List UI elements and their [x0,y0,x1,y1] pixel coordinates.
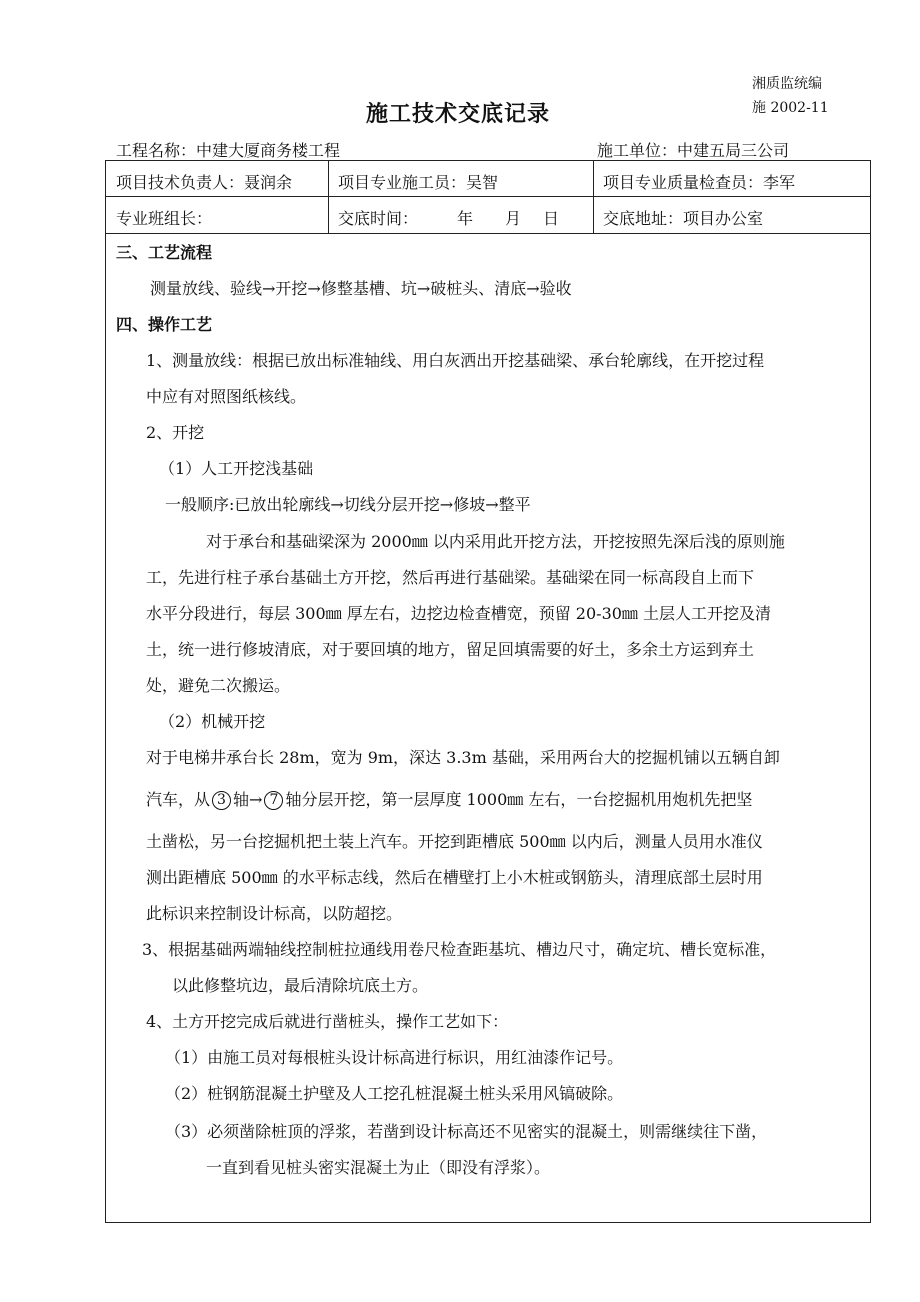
quality-inspector-cell: 项目专业质量检查员：李军 [603,173,796,192]
paragraph-3-line: 以此修整坑边，最后清除坑底土方。 [172,976,429,995]
paragraph-1-line: 1、测量放线：根据已放出标准轴线、用白灰洒出开挖基础梁、承台轮廓线，在开挖过程 [146,351,765,370]
subsection-2-2-line: 对于电梯井承台长 28m，宽为 9m，深达 3.3m 基础，采用两台大的挖掘机铺以五辆自卸 [146,748,780,767]
step-4-1: （1）由施工员对每根桩头设计标高进行标识，用红油漆作记号。 [165,1048,624,1067]
subsection-2-1-line: 水平分段进行，每层 300㎜ 厚左右，边挖边检查槽宽，预留 20-30㎜ 土层人工开挖及清 [146,604,772,623]
project-name: 工程名称：中建大厦商务楼工程 [116,141,341,160]
subsection-2-1-line: 土，统一进行修坡清底，对于要回填的地方，留足回填需要的好土，多余土方运到弃土 [146,640,755,659]
axis-3-marker: 3 [212,791,231,810]
subsection-2-1-heading: （1）人工开挖浅基础 [159,459,314,478]
paragraph-4-heading: 4、土方开挖完成后就进行凿桩头，操作工艺如下： [146,1012,509,1031]
axis-7-marker: 7 [264,791,283,810]
tech-lead-cell: 项目技术负责人：聂润余 [116,173,293,192]
subsection-2-2-line: 此标识来控制设计标高，以防超挖。 [146,904,403,923]
subsection-2-2-line: 测出距槽底 500㎜ 的水平标志线，然后在槽壁打上小木桩或钢筋头，清理底部土层时用 [146,868,763,887]
subsection-2-1-line: 对于承台和基础梁深为 2000㎜ 以内采用此开挖方法，开挖按照先深后浅的原则施 [206,532,785,551]
subsection-2-1-order: 一般顺序:已放出轮廓线→切线分层开挖→修坡→整平 [165,495,531,514]
subsection-2-1-line: 工，先进行柱子承台基础土方开挖，然后再进行基础梁。基础梁在同一标高段自上而下 [146,568,755,587]
line-text: 轴分层开挖，第一层厚度 1000㎜ 左右，一台挖掘机用炮机先把坚 [285,790,753,809]
time-year: 年 [457,209,474,228]
subsection-2-2-line: 土凿松，另一台挖掘机把土装上汽车。开挖到距槽底 500㎜ 以内后，测量人员用水准仪 [146,832,763,851]
team-leader-cell: 专业班组长： [116,209,213,228]
form-code-line1: 湘质监统编 [752,76,822,92]
step-4-2: （2）桩钢筋混凝土护壁及人工挖孔桩混凝土桩头采用风镐破除。 [165,1084,624,1103]
paragraph-3-line: 3、根据基础两端轴线控制桩拉通线用卷尺检查距基坑、槽边尺寸，确定坑、槽长宽标准， [142,940,777,959]
time-month: 月 [505,209,522,228]
document-title: 施工技术交底记录 [366,101,551,127]
paragraph-1-line: 中应有对照图纸核线。 [146,387,307,406]
location-cell: 交底地址：项目办公室 [603,209,764,228]
step-4-3-line: （3）必须凿除桩顶的浮浆，若凿到设计标高还不见密实的混凝土，则需继续往下凿， [165,1122,768,1141]
time-label: 交底时间： [338,209,419,228]
site-worker-cell: 项目专业施工员：吴智 [338,173,499,192]
row-divider [105,233,871,234]
row-divider [105,196,871,197]
column-divider [328,160,329,233]
section-3-heading: 三、工艺流程 [116,243,213,262]
section-3-flow: 测量放线、验线→开挖→修整基槽、坑→破桩头、清底→验收 [150,279,572,298]
form-code-line2: 施 2002-11 [752,100,829,116]
subsection-2-1-line: 处，避免二次搬运。 [146,676,291,695]
line-text: 轴→ [233,790,263,809]
subsection-2-2-heading: （2）机械开挖 [159,712,266,731]
section-4-heading: 四、操作工艺 [116,315,213,334]
subsection-2-2-line [146,790,752,810]
time-day: 日 [543,209,560,228]
paragraph-2-heading: 2、开挖 [146,423,205,442]
construction-unit: 施工单位：中建五局三公司 [597,141,790,160]
column-divider [593,160,594,233]
step-4-3-line: 一直到看见桩头密实混凝土为止（即没有浮浆）。 [206,1158,551,1177]
line-text: 汽车，从 [146,790,211,809]
